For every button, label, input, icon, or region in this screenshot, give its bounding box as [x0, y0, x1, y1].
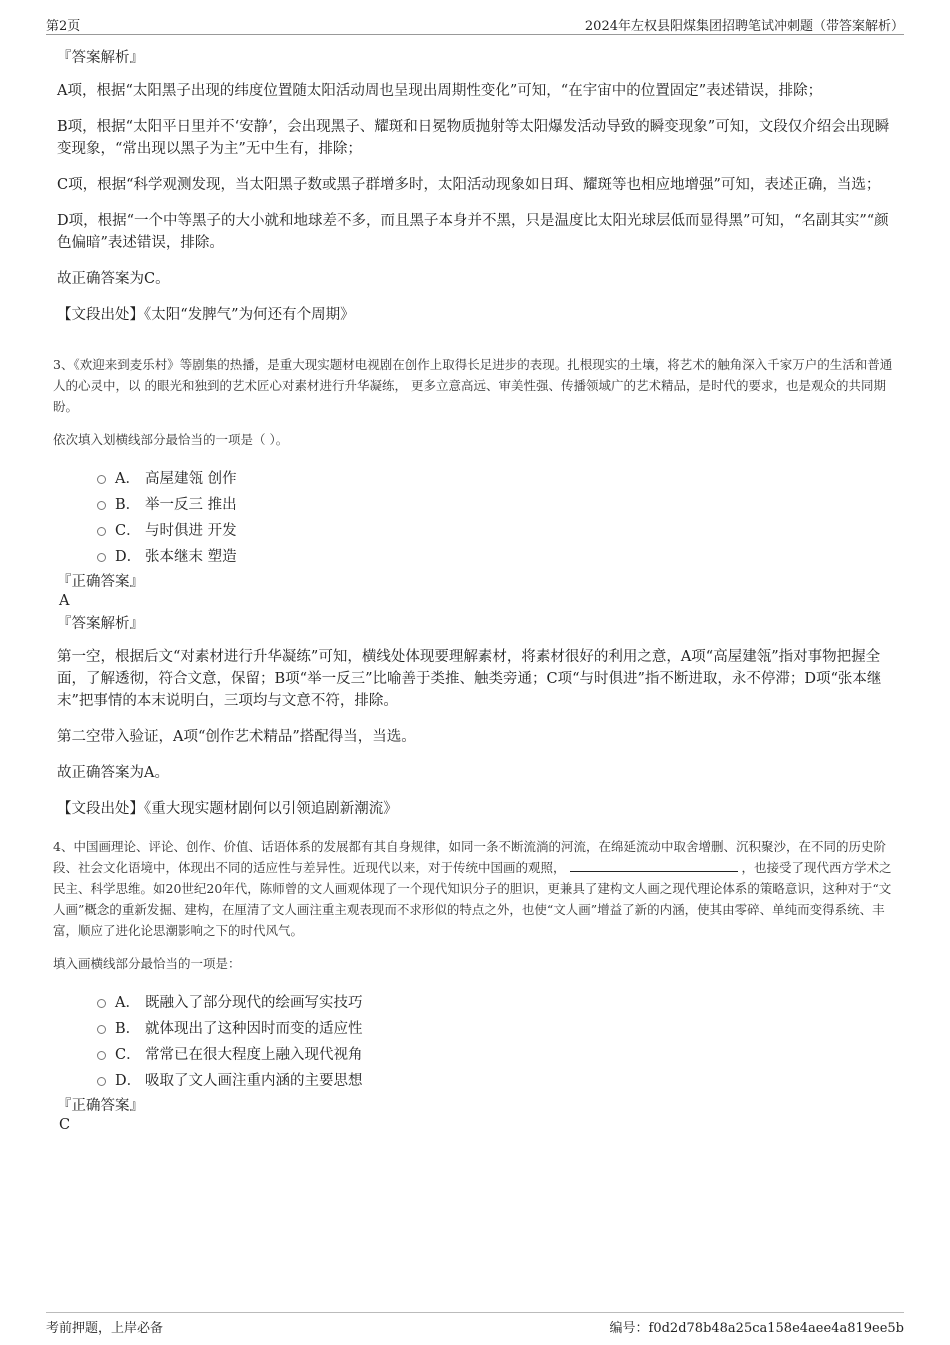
radio-button[interactable] — [97, 527, 106, 536]
q3-conclusion: 故正确答案为A。 — [57, 765, 169, 781]
document-title: 2024年左权县阳煤集团招聘笔试冲刺题（带答案解析） — [584, 19, 904, 34]
q4-option-c[interactable]: C． 常常已在很大程度上融入现代视角 — [97, 1040, 893, 1066]
page-number: 第2页 — [46, 19, 81, 34]
footer-slogan: 考前押题，上岸必备 — [46, 1321, 164, 1336]
q2-analysis-d: D项，根据“一个中等黑子的大小就和地球差不多，而且黑子本身并不黑，只是温度比太阳光球层低而显得黑”可知，“名副其实”“颜色偏暗”表述错误，排除。 — [57, 213, 889, 251]
q4-prompt: 填入画横线部分最恰当的一项是： — [53, 956, 241, 971]
q4-option-d[interactable]: D． 吸取了文人画注重内涵的主要思想 — [97, 1066, 893, 1092]
radio-button[interactable] — [97, 475, 106, 484]
q3-analysis-2: 第二空带入验证，A项“创作艺术精品”搭配得当，当选。 — [57, 729, 416, 745]
q4-option-b[interactable]: B． 就体现出了这种因时而变的适应性 — [97, 1014, 893, 1040]
q4-answer-label: 『正确答案』 — [57, 1098, 144, 1114]
radio-button[interactable] — [97, 553, 106, 562]
page-content — [53, 48, 893, 1134]
q3-analysis-label: 『答案解析』 — [57, 616, 144, 632]
q3-options — [57, 464, 893, 568]
q2-analysis-b: B项，根据“太阳平日里并不‘安静’，会出现黑子、耀斑和日冕物质抛射等太阳爆发活动导致的瞬变现象”可知，文段仅介绍会出现瞬变现象，“常出现以黑子为主”无中生有，排除； — [57, 119, 890, 157]
q3-answer-label: 『正确答案』 — [57, 574, 144, 590]
q2-analysis-a: A项，根据“太阳黑子出现的纬度位置随太阳活动周也呈现出周期性变化”可知，“在宇宙中的位置固定”表述错误，排除； — [57, 83, 823, 99]
q2-source: 【文段出处】《太阳“发脾气”为何还有个周期》 — [57, 307, 355, 323]
q2-conclusion: 故正确答案为C。 — [57, 271, 170, 287]
q3-prompt: 依次填入划横线部分最恰当的一项是（ ）。 — [53, 432, 289, 447]
q3-option-b[interactable]: B． 举一反三 推出 — [97, 490, 893, 516]
radio-button[interactable] — [97, 999, 106, 1008]
radio-button[interactable] — [97, 1025, 106, 1034]
page-header — [46, 12, 904, 35]
q3-option-c[interactable]: C． 与时俱进 开发 — [97, 516, 893, 542]
q3-option-d[interactable]: D． 张本继末 塑造 — [97, 542, 893, 568]
q3-analysis-1: 第一空，根据后文“对素材进行升华凝练”可知，横线处体现要理解素材，将素材很好的利用之意，A项“高屋建瓴”指对事物把握全面，了解透彻，符合文意，保留；B项“举一反三”比喻善于类推、触类旁通；C项“与时俱进”指不断进取，永不停滞；D项“张本继末”把事情的本末说明白，三项均与文意不符，排除。 — [57, 649, 882, 709]
q2-analysis-c: C项，根据“科学观测发现，当太阳黑子数或黑子群增多时，太阳活动现象如日珥、耀斑等也相应地增强”可知，表述正确，当选； — [57, 177, 881, 193]
q2-analysis-label: 『答案解析』 — [57, 50, 144, 66]
q4-options — [57, 988, 893, 1092]
q3-stem: 3、《欢迎来到麦乐村》等剧集的热播，是重大现实题材电视剧在创作上取得长足进步的表现。扎根现实的土壤，将艺术的触角深入千家万户的生活和普通人的心灵中，以 的眼光和独到的艺术匠心对素材进行升华凝练， 更多立意高远、审美性强、传播领域广的艺术精品，是时代的要求，也是观众的共同期盼。 — [53, 357, 893, 414]
q4-answer: C — [59, 1117, 71, 1133]
q3-source: 【文段出处】《重大现实题材剧何以引领追剧新潮流》 — [57, 801, 398, 817]
page-footer — [46, 1312, 904, 1335]
q4-option-a[interactable]: A． 既融入了部分现代的绘画写实技巧 — [97, 988, 893, 1014]
q3-answer: A — [59, 593, 70, 609]
radio-button[interactable] — [97, 501, 106, 510]
q4-stem: 4、中国画理论、评论、创作、价值、话语体系的发展都有其自身规律，如同一条不断流淌的河流，在绵延流动中取舍增删、沉积聚沙，在不同的历史阶段、社会文化语境中，体现出不同的适应性与差异性。近现代以来，对于传统中国画的观照， ，也接受了现代西方学术之民主、科学思维。如20世纪20年代，陈师曾的文人画观体现了一个现代知识分子的胆识，更兼具了建构文人画之现代理论体系的策略意识，这种对于“文人画”概念的重新发掘、建构，在厘清了文人画注重主观表现而不求形似的特点之外，也使“文人画”增益了新的内涵，使其由零碎、单纯而变得系统、丰富，顺应了进化论思潮影响之下的时代风气。 — [53, 839, 892, 938]
q3-option-a[interactable]: A． 高屋建瓴 创作 — [97, 464, 893, 490]
radio-button[interactable] — [97, 1051, 106, 1060]
radio-button[interactable] — [97, 1077, 106, 1086]
fill-in-blank — [570, 858, 738, 872]
document-code: 编号：f0d2d78b48a25ca158e4aee4a819ee5b — [609, 1321, 904, 1336]
